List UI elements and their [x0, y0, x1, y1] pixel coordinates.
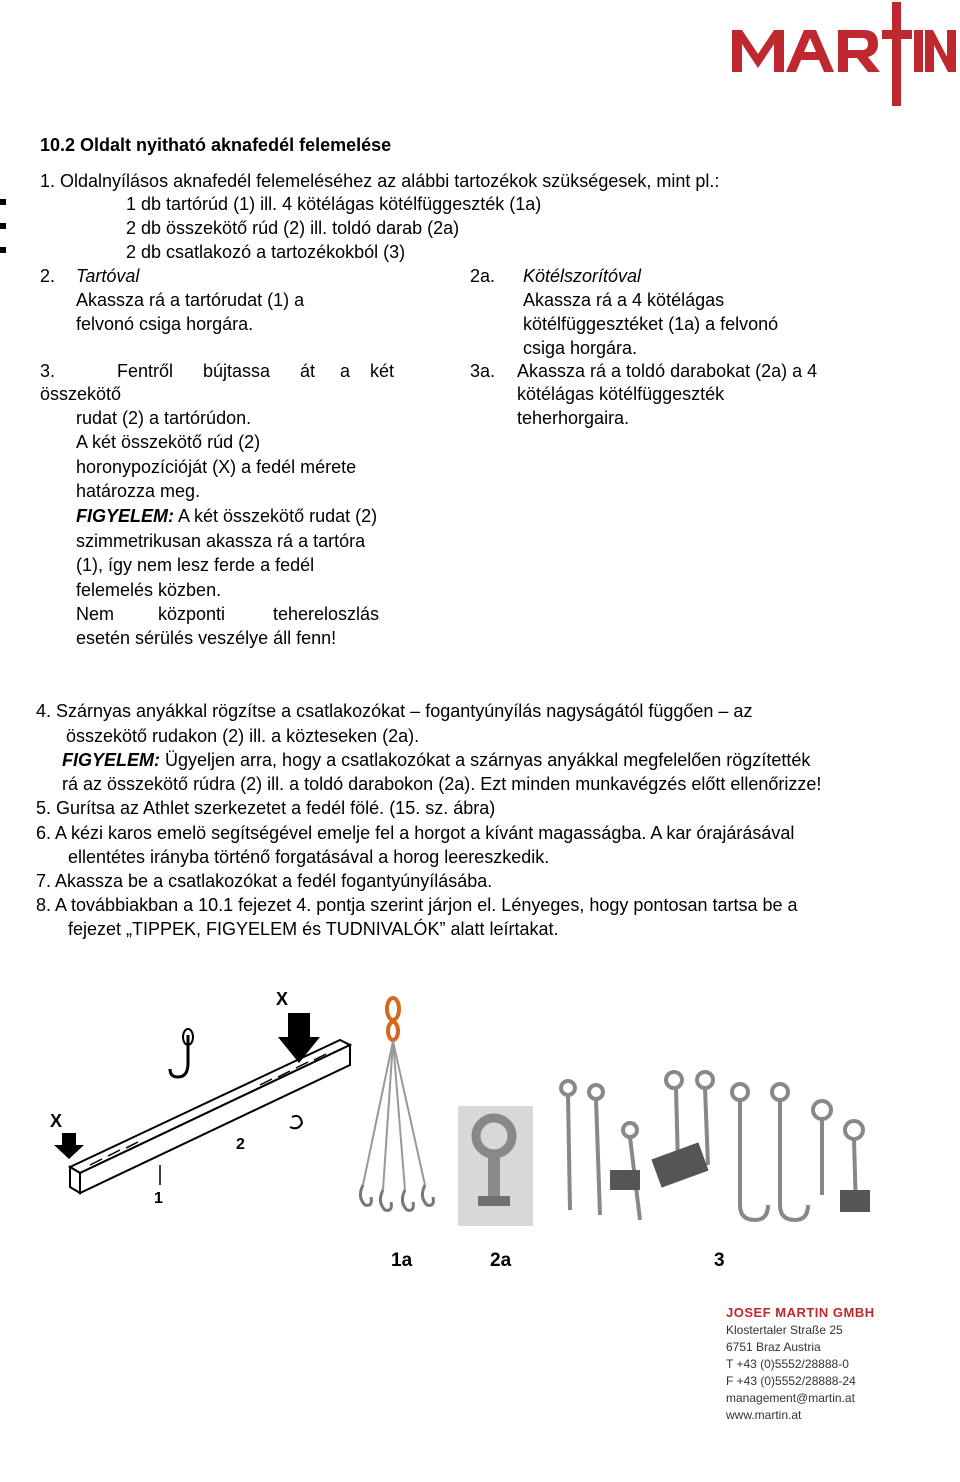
company-city: 6751 Braz Austria: [726, 1340, 821, 1354]
step-8-text: fejezet „TIPPEK, FIGYELEM és TUDNIVALÓK” alatt leírtakat.: [68, 919, 559, 939]
step-2-number: 2.: [40, 266, 56, 286]
step-3a-text: kötélágas kötélfüggeszték: [517, 384, 725, 404]
connector-hooks-photo: [540, 1070, 880, 1230]
step-4-warning: [62, 749, 810, 771]
step-5-text: 5. Gurítsa az Athlet szerkezetet a fedél fölé. (15. sz. ábra): [36, 798, 496, 818]
step-6-text: ellentétes irányba történő forgatásával a horog leereszkedik.: [68, 847, 550, 867]
step-6-text: 6. A kézi karos emelö segítségével emelje fel a horgot a kívánt magasságba. A kar órajárásával: [36, 823, 795, 843]
step-3-text: horonypozícióját (X) a fedél mérete: [76, 457, 357, 477]
company-fax: F +43 (0)5552/28888-24: [726, 1374, 856, 1388]
step-3-word: Fentről: [117, 361, 174, 381]
step-2a-text: kötélfüggesztéket (1a) a felvonó: [523, 314, 779, 334]
beam-drawing: [40, 985, 380, 1220]
step-3-word: két: [370, 361, 395, 381]
warning-text: esetén sérülés veszélye áll fenn!: [76, 628, 337, 648]
step-7-text: 7. Akassza be a csatlakozókat a fedél fogantyúnyílásába.: [36, 871, 493, 891]
warning-text: (1), így nem lesz ferde a fedél: [76, 555, 315, 575]
step-2a-title: Kötélszorítóval: [523, 266, 642, 286]
step-3-text: A két összekötő rúd (2): [76, 432, 261, 452]
bullet-marker: [0, 199, 6, 205]
step-3-text: összekötő: [40, 384, 122, 404]
label-1: 1: [154, 1190, 163, 1207]
step-2-text: Akassza rá a tartórudat (1) a: [76, 290, 305, 310]
step-3-text: rudat (2) a tartórúdon.: [76, 408, 252, 428]
bullet-item: 2 db csatlakozó a tartozékokból (3): [126, 242, 406, 262]
warning-text: [76, 505, 377, 527]
company-name: JOSEF MARTIN GMBH: [726, 1305, 875, 1320]
caption-3: 3: [714, 1250, 725, 1271]
caption-2a: 2a: [490, 1250, 512, 1271]
warning-body: A két összekötő rudat (2): [174, 506, 378, 526]
section-heading: 10.2 Oldalt nyitható aknafedél felemelése: [40, 135, 392, 155]
bullet-item: 2 db összekötő rúd (2) ill. toldó darab (2a): [126, 218, 460, 238]
warning-word: központi: [158, 604, 226, 624]
step-3-word: át: [300, 361, 316, 381]
company-website[interactable]: www.martin.at: [726, 1408, 802, 1422]
label-2: 2: [236, 1136, 245, 1153]
step-2a-text: csiga horgára.: [523, 338, 638, 358]
step-3a-text: Akassza rá a toldó darabokat (2a) a 4: [517, 361, 818, 381]
bullet-marker: [0, 223, 6, 229]
four-leg-sling-photo: [345, 995, 445, 1225]
step-2a-number: 2a.: [470, 266, 496, 286]
warning-text: szimmetrikusan akassza rá a tartóra: [76, 531, 366, 551]
step-4-warning: rá az összekötő rúdra (2) ill. a toldó darabokon (2a). Ezt minden munkavégzés előtt ellenőrizze!: [62, 774, 822, 794]
step-3-word: bújtassa: [203, 361, 271, 381]
warning-body: Ügyeljen arra, hogy a csatlakozókat a szárnyas anyákkal megfelelően rögzítették: [160, 750, 811, 770]
step-3a-text: teherhorgaira.: [517, 408, 630, 428]
step-3-word: a: [340, 361, 351, 381]
warning-text: felemelés közben.: [76, 580, 222, 600]
martin-logo: [728, 0, 956, 110]
step-2-text: felvonó csiga horgára.: [76, 314, 254, 334]
warning-label: FIGYELEM:: [76, 506, 174, 526]
caption-1a: 1a: [391, 1250, 413, 1271]
step-4-text: összekötő rudakon (2) ill. a közteseken (2a).: [66, 726, 420, 746]
bullet-item: 1 db tartórúd (1) ill. 4 kötélágas kötélfüggeszték (1a): [126, 194, 542, 214]
company-email[interactable]: management@martin.at: [726, 1391, 855, 1405]
step-2a-text: Akassza rá a 4 kötélágas: [523, 290, 725, 310]
company-phone: T +43 (0)5552/28888-0: [726, 1357, 849, 1371]
label-x-top: X: [276, 989, 289, 1009]
step-3a-number: 3a.: [470, 361, 496, 381]
bullet-marker: [0, 247, 6, 253]
label-x-left: X: [50, 1111, 63, 1131]
step-8-text: 8. A továbbiakban a 10.1 fejezet 4. pontja szerint járjon el. Lényeges, hogy pontosan tartsa be a: [36, 895, 798, 915]
warning-word: tehereloszlás: [273, 604, 380, 624]
warning-label: FIGYELEM:: [62, 750, 160, 770]
step-3-number: 3.: [40, 361, 56, 381]
step-4-text: 4. Szárnyas anyákkal rögzítse a csatlakozókat – fogantyúnyílás nagyságától függően – az: [36, 701, 753, 721]
company-street: Klostertaler Straße 25: [726, 1323, 843, 1337]
eye-bolt-photo: [458, 1106, 533, 1226]
step-2-title: Tartóval: [76, 266, 140, 286]
step-3-text: határozza meg.: [76, 481, 201, 501]
warning-word: Nem: [76, 604, 115, 624]
intro-text: 1. Oldalnyílásos aknafedél felemeléséhez az alábbi tartozékok szükségesek, mint pl.:: [40, 171, 720, 191]
